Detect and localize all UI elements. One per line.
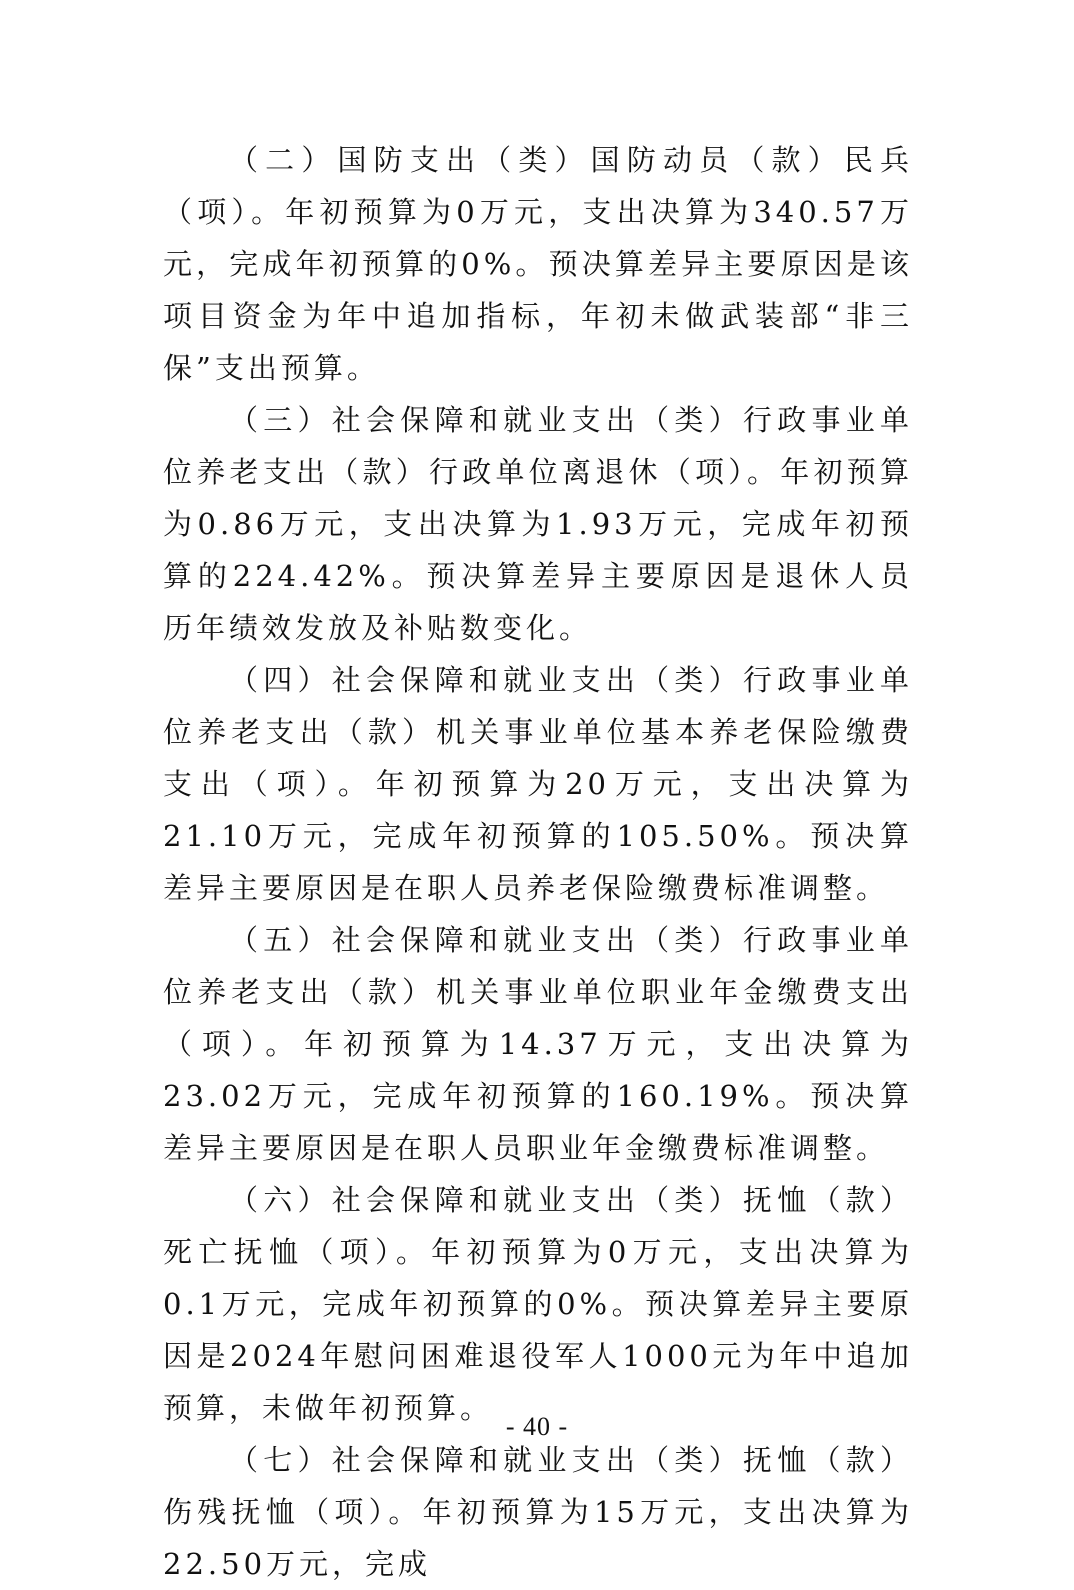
paragraph-retirement: （三）社会保障和就业支出（类）行政事业单位养老支出（款）行政单位离退休（项）。年初预算为0.86万元，支出决算为1.93万元，完成年初预算的224.42%。预决算差异主要原因是退休人员历年绩效发放及补贴数变化。 — [163, 403, 913, 645]
paragraph-death-pension: （六）社会保障和就业支出（类）抚恤（款）死亡抚恤（项）。年初预算为0万元，支出决算为0.1万元，完成年初预算的0%。预决算差异主要原因是2024年慰问困难退役军人1000元为年中追加预算，未做年初预算。 — [163, 1183, 913, 1425]
body-text — [163, 134, 913, 1590]
paragraph-occupational-annuity: （五）社会保障和就业支出（类）行政事业单位养老支出（款）机关事业单位职业年金缴费支出（项）。年初预算为14.37万元，支出决算为23.02万元，完成年初预算的160.19%。预决算差异主要原因是在职人员职业年金缴费标准调整。 — [163, 923, 913, 1165]
paragraph-national-defense: （二）国防支出（类）国防动员（款）民兵（项）。年初预算为0万元，支出决算为340.57万元，完成年初预算的0%。预决算差异主要原因是该项目资金为年中追加指标，年初未做武装部“非三保”支出预算。 — [163, 143, 913, 385]
paragraph-basic-pension-insurance: （四）社会保障和就业支出（类）行政事业单位养老支出（款）机关事业单位基本养老保险缴费支出（项）。年初预算为20万元，支出决算为21.10万元，完成年初预算的105.50%。预决算差异主要原因是在职人员养老保险缴费标准调整。 — [163, 663, 913, 905]
page-number: - 40 - — [505, 1412, 569, 1441]
paragraph-disability-pension: （七）社会保障和就业支出（类）抚恤（款）伤残抚恤（项）。年初预算为15万元，支出决算为22.50万元，完成 — [163, 1443, 913, 1581]
